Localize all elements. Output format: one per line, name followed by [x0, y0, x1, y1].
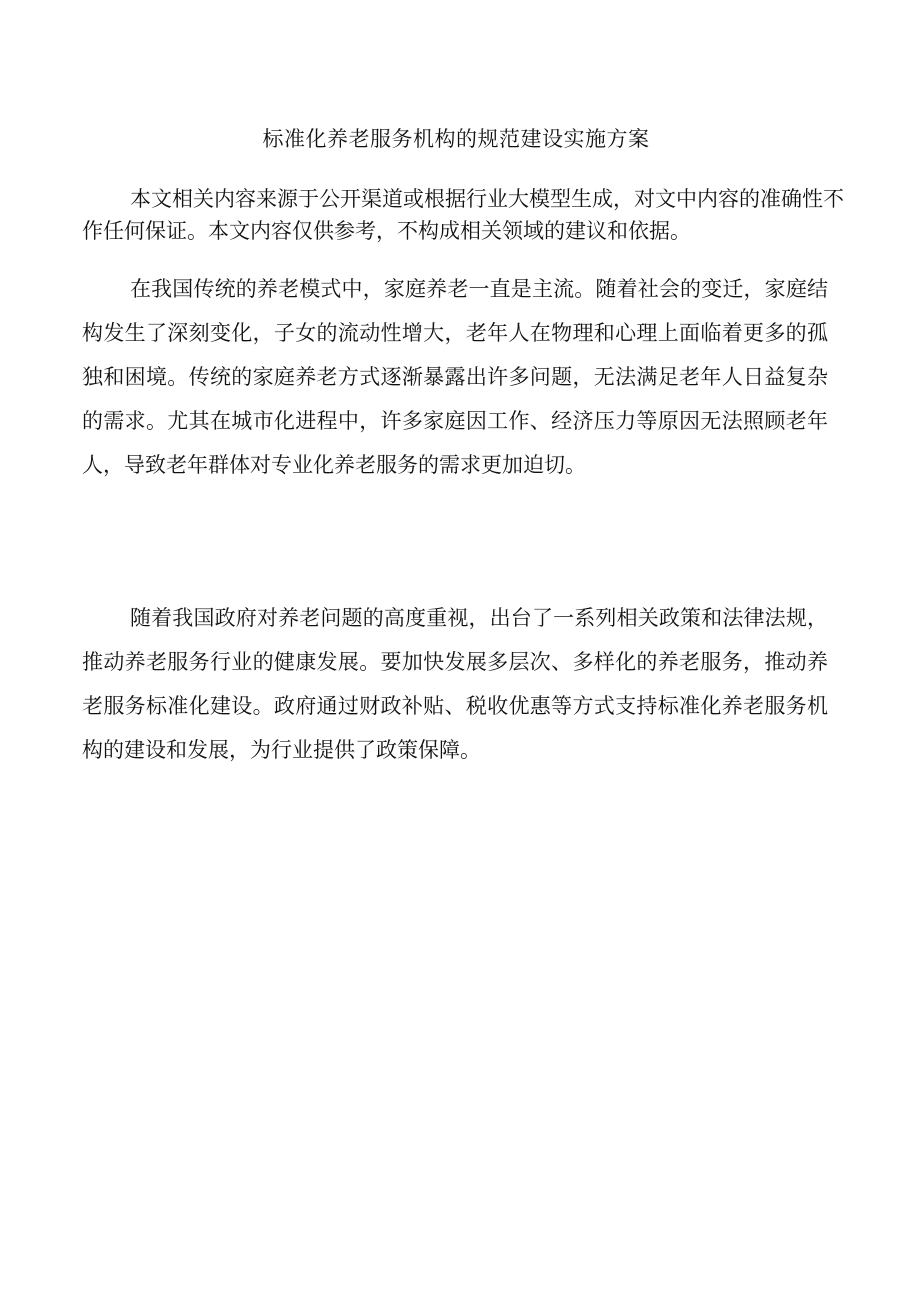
body-paragraph-2: 随着我国政府对养老问题的高度重视，出台了一系列相关政策和法律法规，推动养老服务行业的健康发展。要加快发展多层次、多样化的养老服务，推动养老服务标准化建设。政府通过财政补贴、税收优惠等方式支持标准化养老服务机构的建设和发展，为行业提供了政策保障。 [82, 606, 828, 762]
body-paragraph-1: 在我国传统的养老模式中，家庭养老一直是主流。随着社会的变迁，家庭结构发生了深刻变化，子女的流动性增大，老年人在物理和心理上面临着更多的孤独和困境。传统的家庭养老方式逐渐暴露出许多问题，无法满足老年人日益复杂的需求。尤其在城市化进程中，许多家庭因工作、经济压力等原因无法照顾老年人，导致老年群体对专业化养老服务的需求更加迫切。 [82, 277, 828, 477]
document-title: 标准化养老服务机构的规范建设实施方案 [262, 127, 650, 151]
disclaimer-paragraph: 本文相关内容来源于公开渠道或根据行业大模型生成，对文中内容的准确性不作任何保证。本文内容仅供参考，不构成相关领域的建议和依据。 [82, 187, 844, 243]
